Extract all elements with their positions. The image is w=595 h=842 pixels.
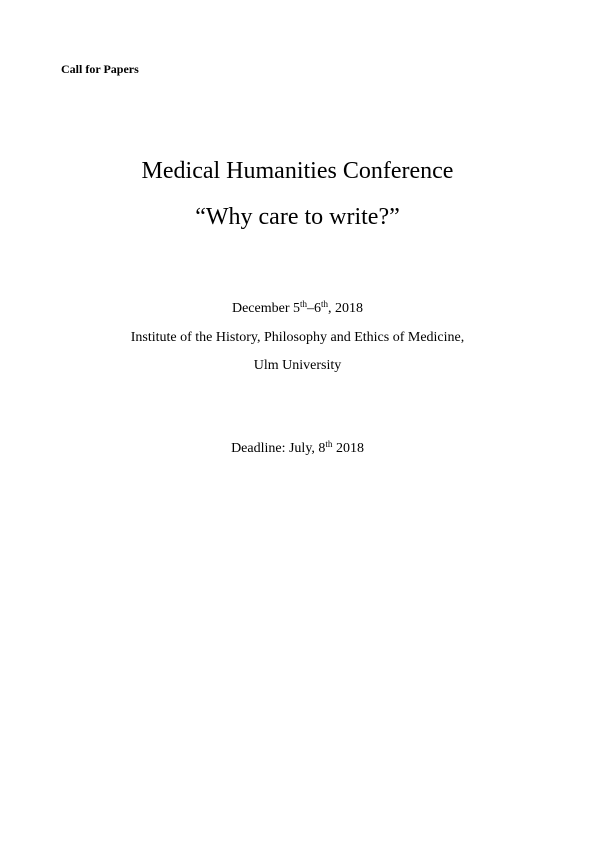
university-name: Ulm University bbox=[253, 358, 342, 373]
date-start-suffix: th bbox=[300, 299, 308, 309]
conference-date bbox=[0, 300, 595, 317]
date-end-text: –6 bbox=[307, 301, 322, 316]
deadline-suffix: th bbox=[325, 439, 333, 449]
date-end-suffix: th bbox=[321, 299, 329, 309]
call-for-papers-label: Call for Papers bbox=[61, 62, 139, 76]
conference-subtitle: “Why care to write?” bbox=[195, 204, 400, 230]
date-year: , 2018 bbox=[328, 301, 364, 316]
date-start-text: December 5 bbox=[231, 301, 300, 316]
deadline-text: Deadline: July, 8 bbox=[231, 441, 326, 456]
conference-title: Medical Humanities Conference bbox=[141, 158, 454, 184]
institute-name: Institute of the History, Philosophy and Ethics of Medicine, bbox=[130, 330, 465, 345]
deadline-year: 2018 bbox=[332, 441, 364, 456]
submission-deadline bbox=[0, 440, 595, 457]
